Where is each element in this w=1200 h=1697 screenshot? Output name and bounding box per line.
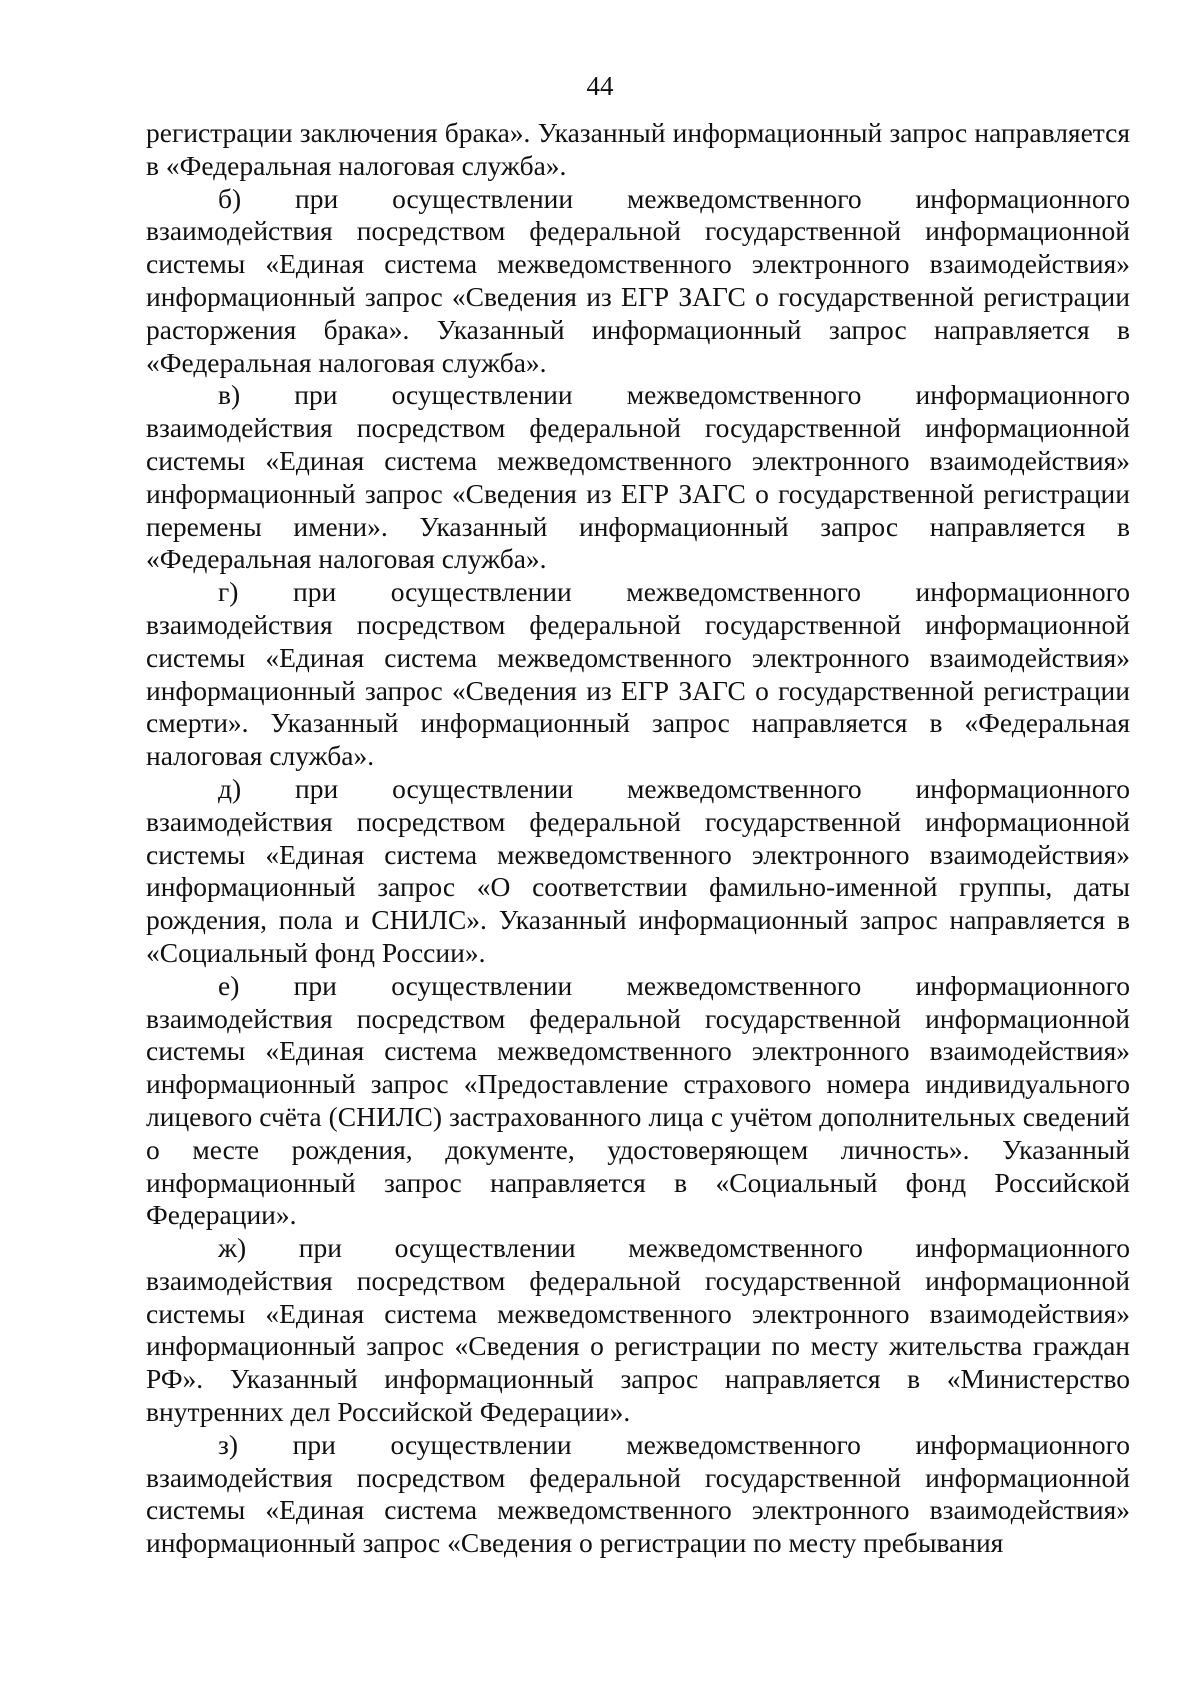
paragraph-item-g: г) при осуществлении межведомственного информационного взаимодействия посредством федеральной государственной информационной системы «Единая система межведомственного электронного взаимодействия» информационный запрос «Сведения из ЕГР ЗАГС о государственной регистрации смерти». Указанный информационный запрос направляется в «Федеральная налоговая служба».: [146, 576, 1130, 772]
paragraph-continuation: регистрации заключения брака». Указанный информационный запрос направляется в «Федеральная налоговая служба».: [146, 117, 1130, 181]
paragraph-item-v: в) при осуществлении межведомственного информационного взаимодействия посредством федеральной государственной информационной системы «Единая система межведомственного электронного взаимодействия» информационный запрос «Сведения из ЕГР ЗАГС о государственной регистрации перемены имени». Указанный информационный запрос направляется в «Федеральная налоговая служба».: [146, 379, 1130, 575]
document-body: [146, 117, 1130, 1560]
paragraph-item-b: б) при осуществлении межведомственного информационного взаимодействия посредством федеральной государственной информационной системы «Единая система межведомственного электронного взаимодействия» информационный запрос «Сведения из ЕГР ЗАГС о государственной регистрации расторжения брака». Указанный информационный запрос направляется в «Федеральная налоговая служба».: [146, 182, 1130, 378]
page-number: 44: [586, 71, 614, 101]
paragraph-item-e: е) при осуществлении межведомственного информационного взаимодействия посредством федеральной государственной информационной системы «Единая система межведомственного электронного взаимодействия» информационный запрос «Предоставление страхового номера индивидуального лицевого счёта (СНИЛС) застрахованного лица с учётом дополнительных сведений о месте рождения, документе, удостоверяющем личность». Указанный информационный запрос направляется в «Социальный фонд Российской Федерации».: [146, 969, 1130, 1231]
paragraph-item-d: д) при осуществлении межведомственного информационного взаимодействия посредством федеральной государственной информационной системы «Единая система межведомственного электронного взаимодействия» информационный запрос «О соответствии фамильно-именной группы, даты рождения, пола и СНИЛС». Указанный информационный запрос направляется в «Социальный фонд России».: [146, 772, 1130, 968]
paragraph-item-zh: ж) при осуществлении межведомственного информационного взаимодействия посредством федеральной государственной информационной системы «Единая система межведомственного электронного взаимодействия» информационный запрос «Сведения о регистрации по месту жительства граждан РФ». Указанный информационный запрос направляется в «Министерство внутренних дел Российской Федерации».: [146, 1232, 1130, 1428]
paragraph-item-z: з) при осуществлении межведомственного информационного взаимодействия посредством федеральной государственной информационной системы «Единая система межведомственного электронного взаимодействия» информационный запрос «Сведения о регистрации по месту пребывания: [146, 1428, 1130, 1559]
